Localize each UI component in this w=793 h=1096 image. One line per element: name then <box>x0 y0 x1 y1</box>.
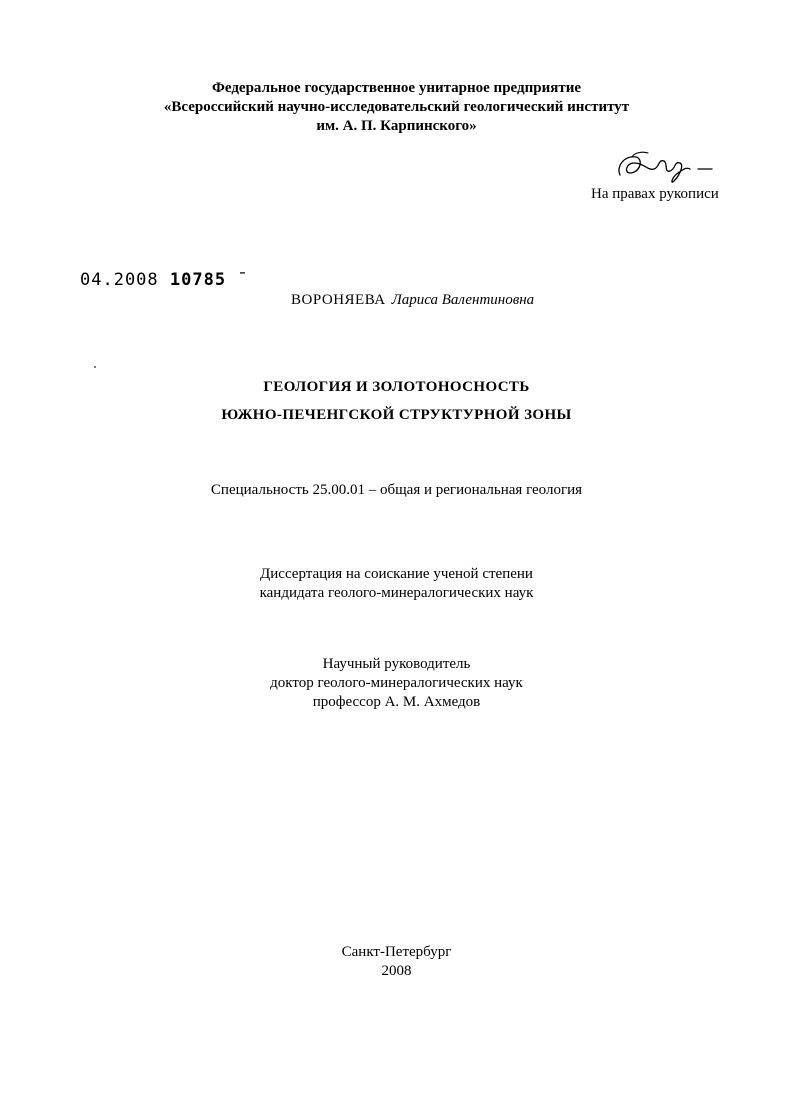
supervisor-block <box>0 655 793 712</box>
archive-stamp <box>80 270 249 290</box>
supervisor-line-1: Научный руководитель <box>322 656 471 672</box>
supervisor-line-3: профессор А. М. Ахмедов <box>312 694 481 710</box>
year: 2008 <box>381 963 412 979</box>
author-given-names: Лариса Валентиновна <box>391 292 535 308</box>
degree-line-2: кандидата геолого-минералогических наук <box>259 585 534 601</box>
place-year <box>0 943 793 981</box>
author-surname: ВОРОНЯЕВА <box>291 292 386 308</box>
city: Санкт-Петербург <box>341 944 452 960</box>
supervisor-line-2: доктор геолого-минералогических наук <box>270 675 523 691</box>
degree-line-1: Диссертация на соискание ученой степени <box>260 566 533 582</box>
institution-header <box>0 79 793 136</box>
title-line-2: ЮЖНО-ПЕЧЕНГСКОЙ СТРУКТУРНОЙ ЗОНЫ <box>221 407 572 423</box>
institution-line-1: Федеральное государственное унитарное предприятие <box>212 80 581 96</box>
manuscript-rights-note: На правах рукописи <box>591 186 719 202</box>
stamp-number: 10785 <box>169 270 227 290</box>
title-line-1: ГЕОЛОГИЯ И ЗОЛОТОНОСНОСТЬ <box>263 379 530 395</box>
stamp-date: 04.2008 <box>80 270 159 290</box>
specialty-line: Специальность 25.00.01 – общая и региональная геология <box>210 482 583 498</box>
institution-line-3: им. А. П. Карпинского» <box>316 118 477 134</box>
author-name <box>291 292 534 309</box>
signature-scribble <box>614 147 714 191</box>
scan-speck <box>94 366 96 368</box>
institution-line-2: «Всероссийский научно-исследовательский геологический институт <box>163 99 630 115</box>
degree-statement <box>0 565 793 603</box>
stamp-tick: ˉ <box>237 270 249 290</box>
dissertation-title <box>0 373 793 429</box>
